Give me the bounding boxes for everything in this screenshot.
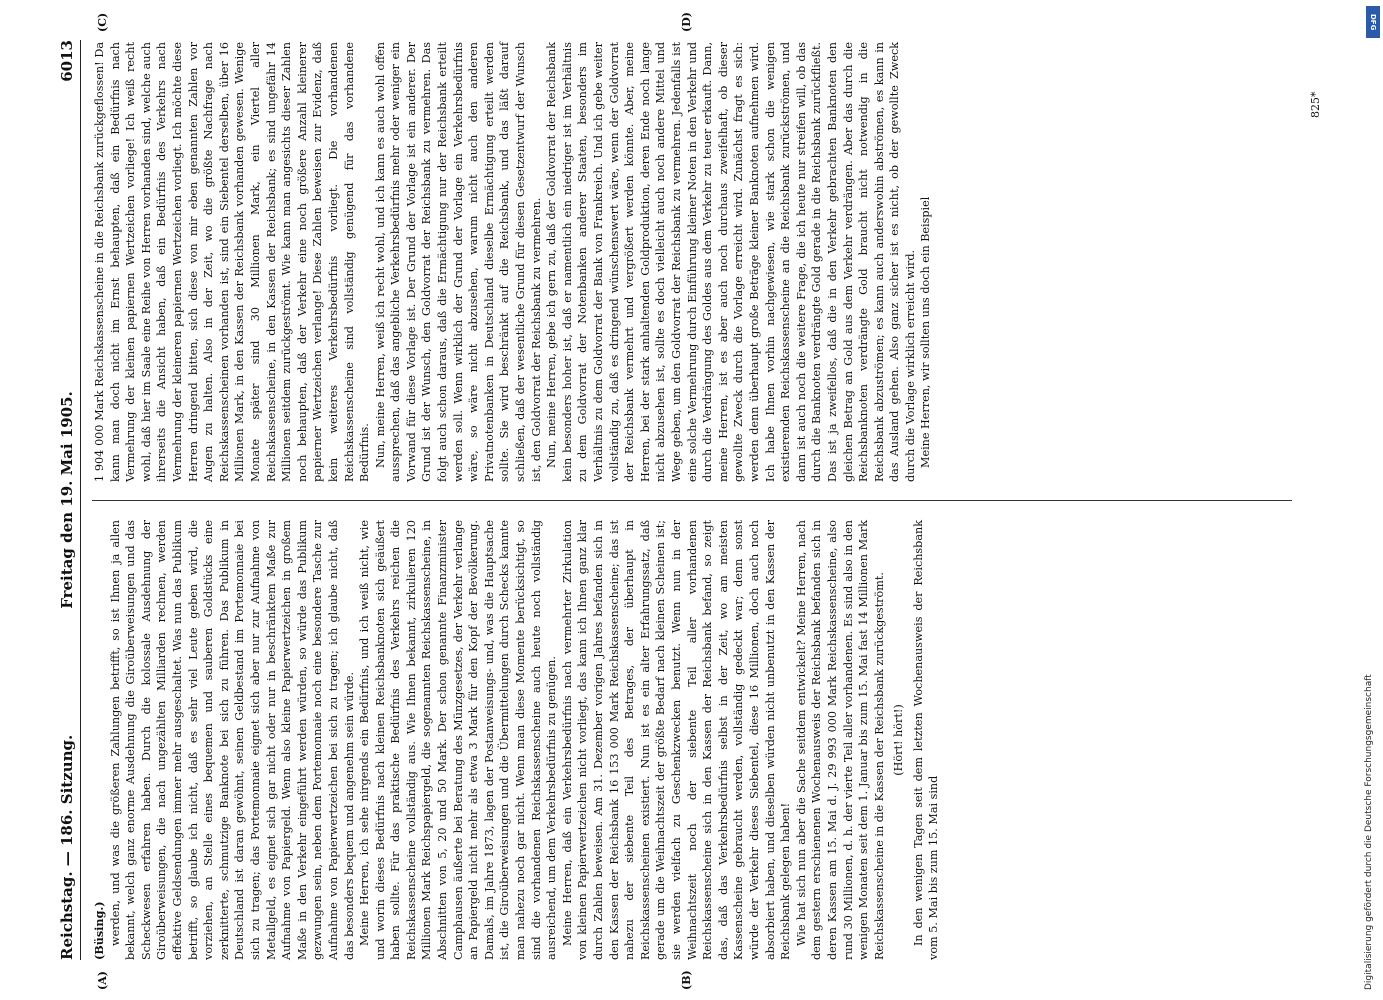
paragraph: Meine Herren, ich sehe nirgends ein Bedürfnis, und ich weiß nicht, wie und worin dieses Bedürfnis nach kleinen Reichsbanknoten sich geäußert haben sollte. Für das praktische Bedürfnis des Verkehrs reichen die Reichskassenscheine vollständig aus. Wie Ihnen bekannt, zirkulieren 120 Millionen Mark Reichspapiergeld, die sogenannten Reichskassenscheine, in Abschnitten von 5, 20 und 50 Mark. Der schon genannte Finanzminister Camphausen äußerte bei Beratung des Münzgesetzes, der Verkehr verlange an Papiergeld nicht mehr als etwa 3 Mark für den Kopf der Bevölkerung. Damals, im Jahre 1873, lagen der Postanweisungs- und, was die Hauptsache ist, die Giroüberweisungen und die Übermittelungen durch Schecks kannte man nahezu noch gar nicht. Wenn man diese Momente berücksichtigt, so sind die vorhandenen Reichskassenscheine auch heute noch vollständig ausreichend, um dem Verkehrsbedürfnis zu genügen. (358, 520, 559, 960)
paragraph: Meine Herren, daß ein Verkehrsbedürfnis nach vermehrter Zirkulation von kleinen Papierwertzeichen nicht vorliegt, das kann ich Ihnen ganz klar durch Zahlen beweisen. Am 31. Dezember vorigen Jahres befanden sich in den Kassen der Reichsbank 16 153 000 Mark Reichskassenscheine; das ist nahezu der siebente Teil des Betrages, der überhaupt in Reichskassenscheinen existiert. Nun ist es ein alter Erfahrungssatz, daß gerade um die Weihnachtszeit der größte Bedarf nach kleinen Scheinen ist; sie werden vielfach zu Geschenkzwecken benutzt. Wenn nun in der Weihnachtszeit noch der siebente Teil aller vorhandenen Reichskassenscheine sich in den Kassen der Reichsbank befand, so zeigt das, daß das Verkehrsbedürfnis selbst in der Zeit, wo am meisten Kassenscheine gebraucht werden, vollständig gedeckt war; denn sonst würde der Verkehr dieses Siebentel, diese 16 Millionen, doch auch noch absorbiert haben, und dieselben würden nicht unbenutzt in den Kassen der Reichsbank gelegen haben! (560, 520, 793, 960)
margin-mark-d: (D) (680, 12, 693, 32)
paragraph: Wie hat sich nun aber die Sache seitdem entwickelt? Meine Herren, nach dem gestern erschienenen Wochenausweis der Reichsbank befanden sich in deren Kassen am 15. Mai d. J. 29 993 000 Mark Reichskassenscheine, also rund 30 Millionen, d. h. der vierte Teil aller vorhandenen. Es sind also in den wenigen Monaten seit dem 1. Januar bis zum 15. Mai fast 14 Millionen Mark Reichskassenscheine in die Kassen der Reichsbank zurückgeströmt. (794, 520, 886, 960)
page-number: 6013 (58, 40, 76, 82)
margin-mark-c: (C) (96, 12, 109, 32)
paragraph: Nun, meine Herren, gebe ich gern zu, daß der Goldvorrat der Reichsbank kein besonders hoher ist, daß er namentlich ein niedriger ist im Verhältnis zu dem Goldvorrat der Notenbanken anderer Staaten, besonders im Verhältnis zu dem Goldvorrat der Bank von Frankreich. Und ich gebe weiter vollständig zu, daß es dringend wünschenswert wäre, wenn der Goldvorrat der Reichsbank vermehrt und vergrößert werden könnte. Aber, meine Herren, bei der stark anhaltenden Goldproduktion, deren Ende noch lange nicht abzusehen ist, sollte es doch vielleicht auch noch andere Mittel und Wege geben, um den Goldvorrat der Reichsbank zu vermehren. Jedenfalls ist eine solche Vermehrung durch Einführung kleiner Noten in den Verkehr und durch die Verdrängung des Goldes aus dem Verkehr zu teuer erkauft. Dann, meine Herren, ist es aber auch noch durchaus zweifelhaft, ob dieser gewollte Zweck durch die Vorlage erreicht wird. Zunächst fragt es sich: werden denn überhaupt große Beträge kleiner Banknoten aufnehmen wird. Ich habe Ihnen vorhin nachgewiesen, wie stark schon die wenigen existierenden Reichskassenscheine an die Reichsbank zurückströmen, und dann ist auch noch die weitere Frage, die ich heute nur streifen will, ob das durch die Banknoten verdrängte Gold gerade in die Reichsbank zurückfließt. Das ist ja zweifellos, daß die in den Verkehr gebrachten Banknoten den gleichen Betrag an Gold aus dem Verkehr verdrängen. Aber das durch die Reichsbanknoten verdrängte Gold braucht nicht notwendig in die Reichsbank abzuströmen; es kann auch anderswohin abströmen, es kann in das Ausland gehen. Also ganz sicher ist es nicht, ob der gewollte Zweck durch die Vorlage wirklich erreicht wird. (545, 42, 917, 482)
speaker-name: (Büsing.) (92, 901, 106, 960)
header-left: Reichstag. — 186. Sitzung. (58, 734, 76, 960)
margin-mark-b: (B) (680, 970, 693, 990)
left-column (92, 520, 942, 960)
paragraph: Nun, meine Herren, weiß ich recht wohl, und ich kann es auch wohl offen aussprechen, daß das angebliche Verkehrsbedürfnis mehr oder weniger ein Vorwand für diese Vorlage ist. Der Grund der Vorlage ist ein anderer. Der Grund ist der Wunsch, den Goldvorrat der Reichsbank zu vermehren. Das folgt auch schon daraus, daß die Ermächtigung nur der Reichsbank erteilt werden soll. Wenn wirklich der Grund der Vorlage ein Verkehrsbedürfnis wäre, so wäre nicht abzusehen, warum nicht auch den anderen Privatnotenbanken in Deutschland dieselbe Ermächtigung erteilt werden sollte. Sie wird beschränkt auf die Reichsbank, und das läßt darauf schließen, daß der wesentliche Grund für diesen Gesetzentwurf der Wunsch ist, den Goldvorrat der Reichsbank zu vermehren. (373, 42, 543, 482)
margin-mark-a: (A) (96, 971, 109, 990)
column-divider (92, 500, 1292, 501)
page-footer-number: 825* (1309, 91, 1322, 118)
side-credit-text: Digitalisierung gefördert durch die Deutsche Forschungsgemeinschaft (1364, 674, 1374, 990)
paragraph: 1 904 000 Mark Reichskassenscheine in die Reichsbank zurückgeflossen! Da kann man doch nicht im Ernst behaupten, daß ein Bedürfnis nach Vermehrung der kleinen papiernen Wertzeichen vorliege! Ich weiß recht wohl, daß hier im Saale eine Reihe von Herren vorhanden sind, welche auch ihrerseits die Ansicht haben, daß ein Bedürfnis des Verkehrs nach Vermehrung der kleineren papiernen Wertzeichen vorliegt. Ich möchte diese Herren dringend bitten, sich diese von mir eben genannten Zahlen vor Augen zu halten. Also in der Zeit, wo die größte Nachfrage nach Reichskassenscheinen vorhanden ist, sind ein Siebentel derselben, über 16 Millionen Mark, in den Kassen der Reichsbank vorhanden gewesen. Wenige Monate später sind 30 Millionen Mark, ein Viertel aller Reichskassenscheine, in den Kassen der Reichsbank; es sind ungefähr 14 Millionen seitdem zurückgeströmt. Wie kann man angesichts dieser Zahlen noch behaupten, daß der Verkehr eine noch größere Anzahl kleinerer papierner Wertzeichen verlange! Diese Zahlen beweisen zur Evidenz, daß kein weiteres Verkehrsbedürfnis vorliegt. Die vorhandenen Reichskassenscheine sind vollständig genügend für das vorhandene Bedürfnis. (93, 42, 372, 482)
page-header (40, 40, 81, 960)
rotated-page-content (40, 12, 1340, 990)
interjection: (Hört! hört!) (892, 704, 906, 776)
paragraph: Meine Herren, wir sollten uns doch ein Beispiel (919, 196, 933, 468)
paragraph: werden, und was die größeren Zahlungen betrifft, so ist Ihnen ja allen bekannt, welch ganz enorme Ausdehnung die Giroüberweisungen und das Scheckwesen erfahren haben. Durch die kolossale Ausdehnung der Giroüberweisungen, die nach ungezählten Milliarden rechnen, werden effektive Geldsendungen immer mehr ausgeschaltet. Was nun das Publikum betrifft, so glaube ich nicht, daß es sehr viel Leute geben wird, die vorziehen, an Stelle eines bequemen und sauberen Goldstücks eine zerknitterte, schmutzige Banknote bei sich zu führen. Das Publikum in Deutschland ist daran gewöhnt, seinen Geldbestand im Portemonnaie bei sich zu tragen; das Portemonnaie eignet sich aber nur zur Aufnahme von Metallgeld, es eignet sich gar nicht oder nur in beschränktem Maße zur Aufnahme von Papiergeld. Wenn also kleine Papierwertzeichen in großem Maße in den Verkehr eingeführt werden würden, so würde das Publikum gezwungen sein, neben dem Portemonnaie noch eine besondere Tasche zur Aufnahme von Papierwertzeichen bei sich zu tragen; ich glaube nicht, daß das besonders bequem und angenehm sein würde. (108, 520, 356, 960)
header-date: Freitag den 19. Mai 1905. (58, 391, 76, 609)
paragraph: In den wenigen Tagen seit dem letzten Wochenausweis der Reichsbank vom 5. Mai bis zum 15. Mai sind (911, 520, 941, 960)
dfg-logo: DFG (1366, 6, 1380, 38)
right-column (92, 42, 934, 482)
side-credit-strip (1362, 0, 1383, 1000)
